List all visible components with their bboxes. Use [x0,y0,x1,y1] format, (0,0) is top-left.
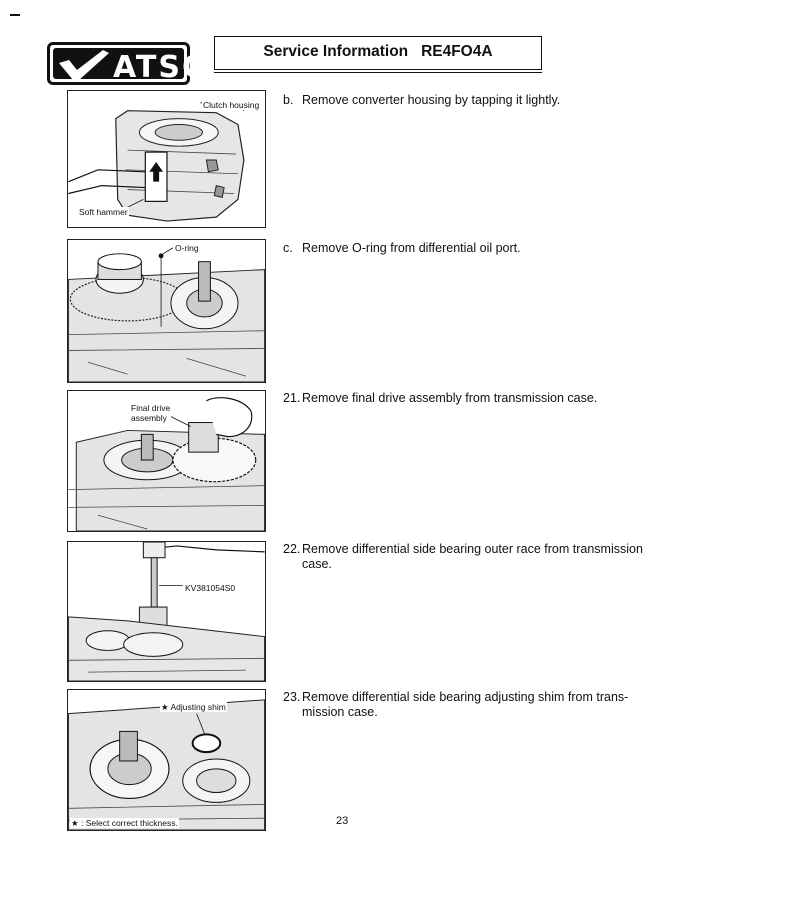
label-clutch-housing: Clutch housing [203,100,260,110]
label-final-drive [130,403,171,423]
step-number: b. [283,93,294,107]
step-number: 22. [283,542,301,556]
model-label: RE4FO4A [421,43,493,60]
header-title-box [214,36,542,70]
atsg-logo [47,42,209,85]
step-text-cont: mission case. [302,705,378,719]
step-23 [283,690,628,720]
header-underline [214,72,542,73]
figure-final-drive [67,390,266,532]
figure-adjusting-shim [67,689,266,831]
figure-o-ring [67,239,266,383]
page-title [215,43,541,61]
checkmark-icon [55,48,111,82]
label-final-drive-line1: Final drive [131,403,171,413]
label-select-thickness: ★ : Select correct thickness. [71,818,178,828]
label-tool-number: KV381054S0 [185,583,236,593]
step-text: Remove differential side bearing adjusting shim from trans- [302,690,629,704]
logo-text: ATSG [113,50,209,85]
figure-bearing-race [67,541,266,682]
page-number: 23 [336,815,349,827]
step-c [283,241,521,256]
step-number: 21. [283,391,301,405]
title-label: Service Information [263,43,409,60]
label-o-ring: O-ring [175,243,199,253]
label-soft-hammer: Soft hammer [79,207,128,217]
step-number: c. [283,241,293,255]
step-22 [283,542,643,572]
step-number: 23. [283,690,301,704]
step-21 [283,391,597,406]
step-text: Remove differential side bearing outer race from transmission [302,542,643,556]
step-text: Remove O-ring from differential oil port. [302,241,521,255]
o-ring-illustration [68,240,265,382]
step-b [283,93,560,108]
step-text-cont: case. [302,557,332,571]
step-text: Remove final drive assembly from transmission case. [302,391,598,405]
label-final-drive-line2: assembly [131,413,167,423]
step-text: Remove converter housing by tapping it lightly. [302,93,561,107]
bearing-race-illustration [68,542,265,681]
figure-converter-housing [67,90,266,228]
label-adjusting-shim: ★ Adjusting shim [161,702,226,712]
corner-mark [10,14,20,16]
